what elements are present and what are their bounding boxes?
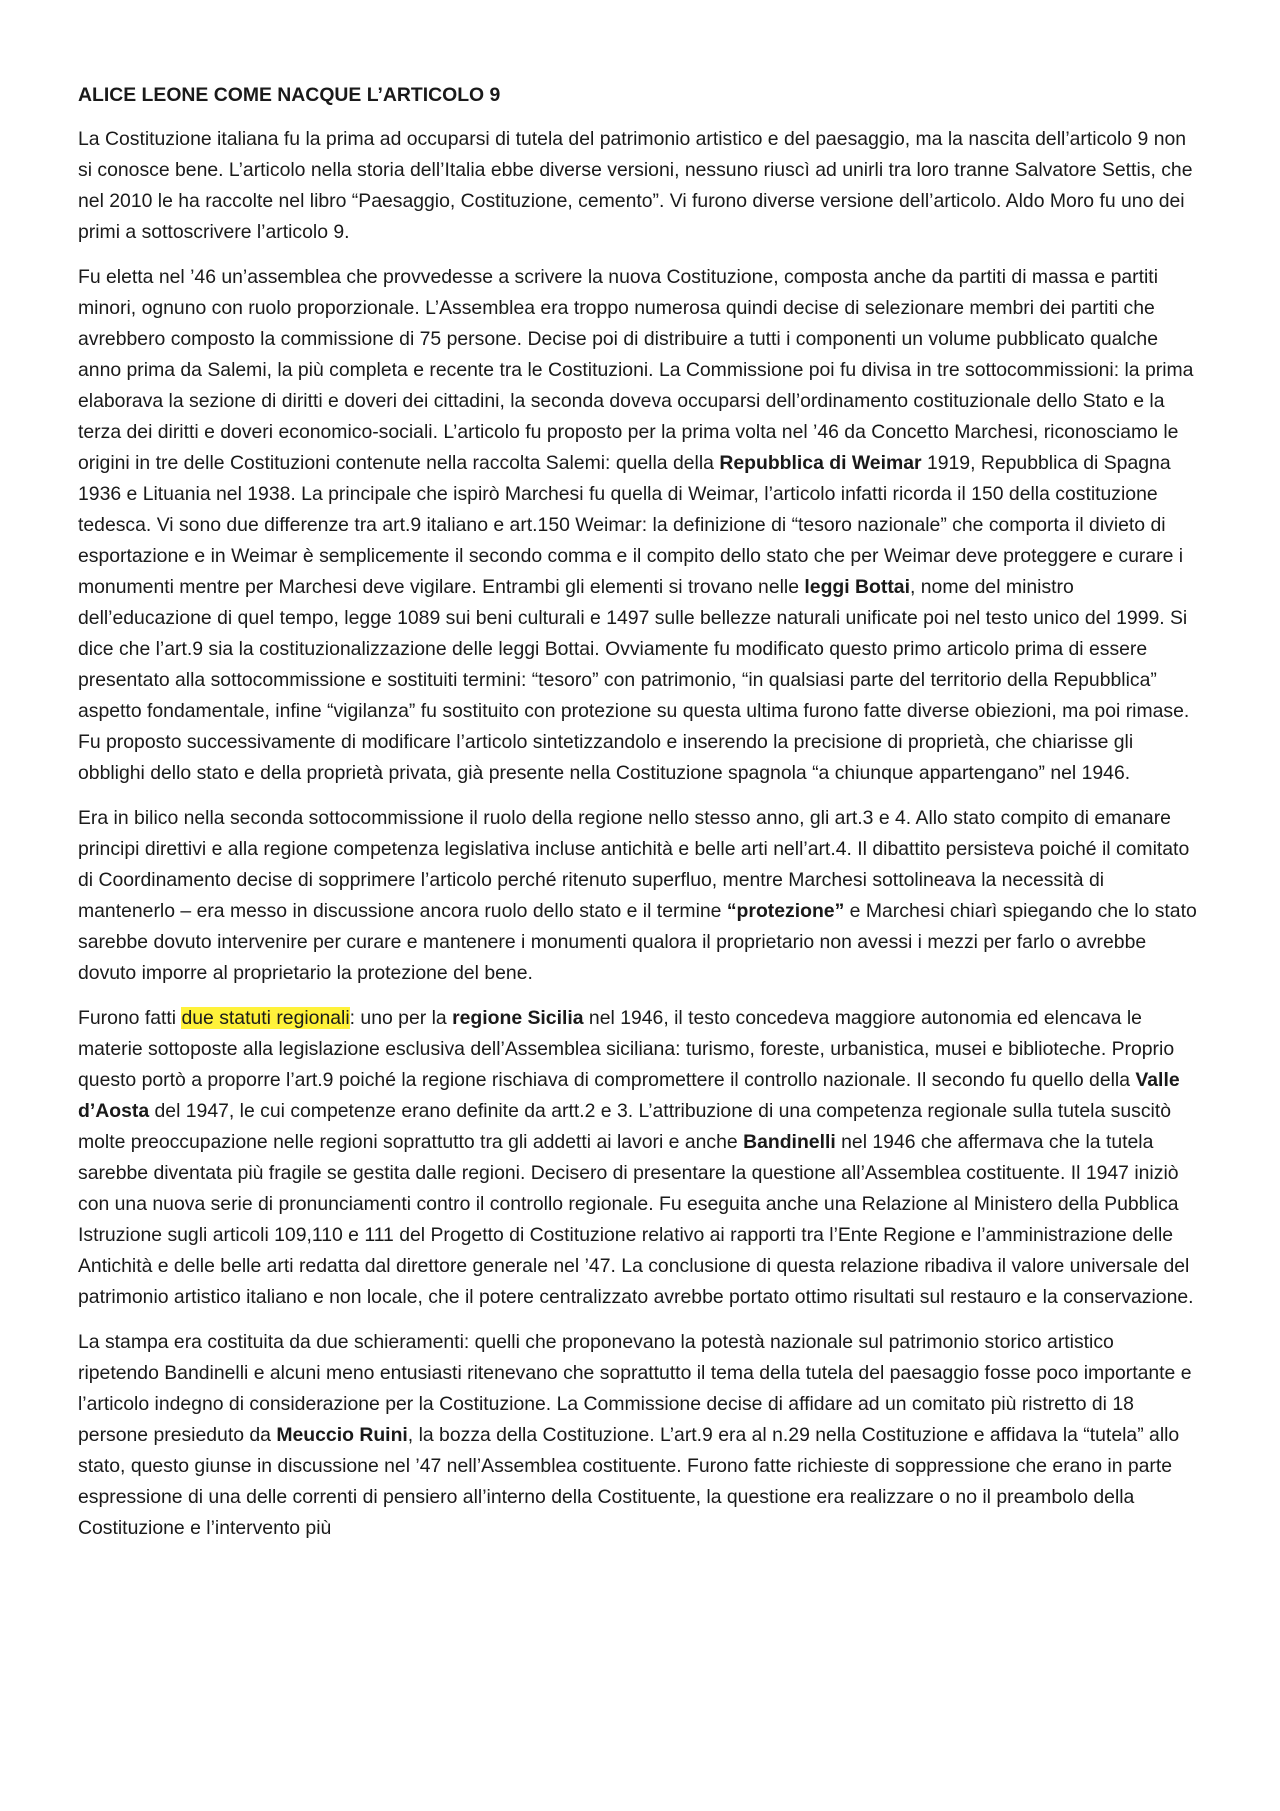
text-run: e Marchesi chiarì spiegando che lo stato sarebbe dovuto intervenire per curare e mantenere i monumenti qualora il proprietario non avessi i mezzi per farlo o avrebbe dovuto imporre al proprietario la protezione del bene. bbox=[78, 900, 1197, 984]
text-run: La Costituzione italiana fu la prima ad occuparsi di tutela del patrimonio artistico e del paesaggio, ma la nascita dell’articolo 9 non si conosce bene. L’articolo nella storia dell’Italia ebbe diverse versioni, nessuno riuscì ad unirli tra loro tranne Salvatore Settis, che nel 2010 le ha raccolte nel libro “Paesaggio, Costituzione, cemento”. Vi furono diverse versione dell’articolo. Aldo Moro fu uno dei primi a sottoscrivere l’articolo 9. bbox=[78, 128, 1193, 243]
text-run: Furono fatti bbox=[78, 1007, 182, 1029]
text-run: , nome del ministro dell’educazione di quel tempo, legge 1089 sui beni culturali e 1497 sulle bellezze naturali unificate poi nel testo unico del 1999. Si dice che l’art.9 sia la costituzionalizzazione delle leggi Bottai. Ovviamente fu modificato questo primo articolo prima di essere presentato alla sottocommissione e sostituiti termini: “tesoro” con patrimonio, “in qualsiasi parte del territorio della Repubblica” aspetto fondamentale, infine “vigilanza” fu sostituito con protezione su questa ultima furono fatte diverse obiezioni, ma poi rimase. Fu proposto successivamente di modificare l’articolo sintetizzandolo e inserendo la precisione di proprietà, che chiarisse gli obblighi dello stato e della proprietà privata, già presente nella Costituzione spagnola “a chiunque appartengano” nel 1946. bbox=[78, 576, 1190, 784]
bold-term: “protezione” bbox=[726, 900, 845, 922]
bold-term: Bandinelli bbox=[743, 1131, 836, 1153]
paragraph-5 bbox=[78, 1327, 1200, 1544]
bold-term: Valle d’Aosta bbox=[78, 1069, 1180, 1122]
text-run: nel 1946, il testo concedeva maggiore autonomia ed elencava le materie sottoposte alla legislazione esclusiva dell’Assemblea siciliana: turismo, foreste, urbanistica, musei e biblioteche. Proprio questo portò a proporre l’art.9 poiché la regione rischiava di compromettere il controllo nazionale. Il secondo fu quello della bbox=[78, 1007, 1175, 1091]
bold-term: leggi Bottai bbox=[804, 576, 910, 598]
paragraph-4 bbox=[78, 1003, 1200, 1313]
paragraph-1 bbox=[78, 124, 1200, 248]
bold-term: regione Sicilia bbox=[452, 1007, 584, 1029]
bold-term: Meuccio Ruini bbox=[276, 1424, 408, 1446]
text-run: , la bozza della Costituzione. L’art.9 era al n.29 nella Costituzione e affidava la “tutela” allo stato, questo giunse in discussione nel ’47 nell’Assemblea costituente. Furono fatte richieste di soppressione che erano in parte espressione di una delle correnti di pensiero all’interno della Costituente, la questione era realizzare o no il preambolo della Costituzione e l’intervento più bbox=[78, 1424, 1180, 1539]
text-run: del 1947, le cui competenze erano definite da artt.2 e 3. L’attribuzione di una competenza regionale sulla tutela suscitò molte preoccupazione nelle regioni soprattutto tra gli addetti ai lavori e anche bbox=[78, 1100, 1172, 1153]
text-run: Fu eletta nel ’46 un’assemblea che provvedesse a scrivere la nuova Costituzione, composta anche da partiti di massa e partiti minori, ognuno con ruolo proporzionale. L’Assemblea era troppo numerosa quindi decise di selezionare membri dei partiti che avrebbero composto la commissione di 75 persone. Decise poi di distribuire a tutti i componenti un volume pubblicato qualche anno prima da Salemi, la più completa e recente tra le Costituzioni. La Commissione poi fu divisa in tre sottocommissioni: la prima elaborava la sezione di diritti e doveri dei cittadini, la seconda doveva occuparsi dell’ordinamento costituzionale dello Stato e la terza dei diritti e doveri economico-sociali. L’articolo fu proposto per la prima volta nel ’46 da Concetto Marchesi, riconosciamo le origini in tre delle Costituzioni contenute nella raccolta Salemi: quella della bbox=[78, 266, 1194, 474]
paragraph-3 bbox=[78, 803, 1200, 989]
text-run: : uno per la bbox=[349, 1007, 453, 1029]
text-run: La stampa era costituita da due schieramenti: quelli che proponevano la potestà nazionale sul patrimonio storico artistico ripetendo Bandinelli e alcuni meno entusiasti ritenevano che soprattutto il tema della tutela del paesaggio fosse poco importante e l’articolo indegno di considerazione per la Costituzione. La Commissione decise di affidare ad un comitato più ristretto di 18 persone presieduto da bbox=[78, 1331, 1192, 1446]
document-title: ALICE LEONE COME NACQUE L’ARTICOLO 9 bbox=[78, 84, 501, 106]
document-page bbox=[78, 82, 1200, 1558]
text-run: 1919, Repubblica di Spagna 1936 e Lituania nel 1938. La principale che ispirò Marchesi fu quella di Weimar, l’articolo infatti ricorda il 150 della costituzione tedesca. Vi sono due differenze tra art.9 italiano e art.150 Weimar: la definizione di “tesoro nazionale” che comporta il divieto di esportazione e in Weimar è semplicemente il secondo comma e il compito dello stato che per Weimar deve proteggere e curare i monumenti mentre per Marchesi deve vigilare. Entrambi gli elementi si trovano nelle bbox=[78, 452, 1184, 598]
bold-term: Repubblica di Weimar bbox=[719, 452, 922, 474]
paragraph-2 bbox=[78, 262, 1200, 789]
text-run: Era in bilico nella seconda sottocommissione il ruolo della regione nello stesso anno, gli art.3 e 4. Allo stato compito di emanare principi direttivi e alla regione competenza legislativa incluse antichità e belle arti nell’art.4. Il dibattito persisteva poiché il comitato di Coordinamento decise di sopprimere l’articolo perché ritenuto superfluo, mentre Marchesi sottolineava la necessità di mantenerlo – era messo in discussione ancora ruolo dello stato e il termine bbox=[78, 807, 1190, 922]
highlighted-text: due statuti regionali bbox=[181, 1007, 350, 1029]
text-run: nel 1946 che affermava che la tutela sarebbe diventata più fragile se gestita dalle regioni. Decisero di presentare la questione all’Assemblea costituente. Il 1947 iniziò con una nuova serie di pronunciamenti contro il controllo regionale. Fu eseguita anche una Relazione al Ministero della Pubblica Istruzione sugli articoli 109,110 e 111 del Progetto di Costituzione relativo ai rapporti tra l’Ente Regione e l’amministrazione delle Antichità e delle belle arti redatta dal direttore generale nel ’47. La conclusione di questa relazione ribadiva il valore universale del patrimonio artistico italiano e non locale, che il potere centralizzato avrebbe portato ottimo risultati sul restauro e la conservazione. bbox=[78, 1131, 1194, 1308]
